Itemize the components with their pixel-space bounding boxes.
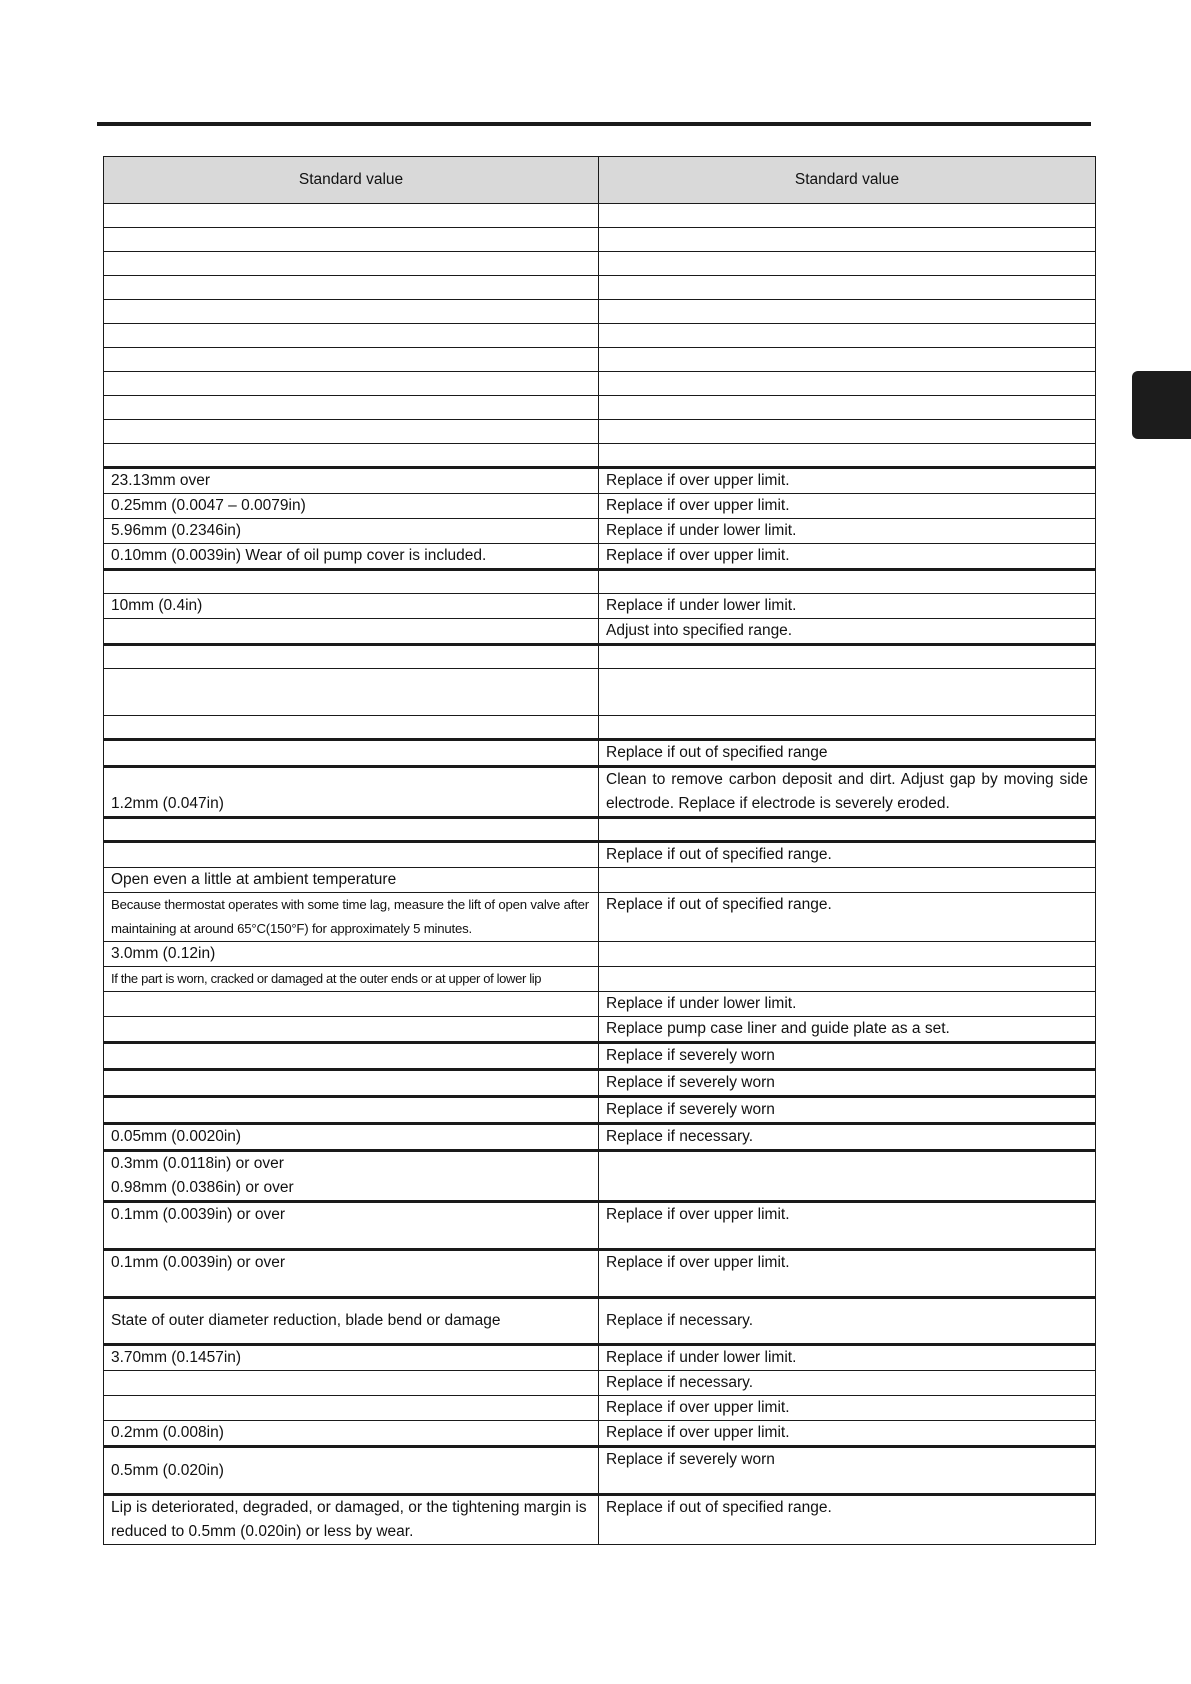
cell-right: Adjust into specified range. — [599, 619, 1096, 645]
table-row — [104, 842, 1096, 868]
table-row — [104, 324, 1096, 348]
table-row — [104, 868, 1096, 893]
header-standard-value-left: Standard value — [104, 157, 599, 204]
cell-left — [104, 1097, 599, 1124]
cell-right: Replace if under lower limit. — [599, 594, 1096, 619]
table-row — [104, 468, 1096, 494]
section-tab-marker — [1132, 371, 1191, 439]
table-row — [104, 1043, 1096, 1070]
table-row — [104, 519, 1096, 544]
table-row — [104, 1495, 1096, 1545]
cell-right: Replace if over upper limit. — [599, 468, 1096, 494]
table-row — [104, 1250, 1096, 1298]
cell-right: Replace if necessary. — [599, 1124, 1096, 1151]
cell-right: Replace if over upper limit. — [599, 494, 1096, 519]
table-row — [104, 494, 1096, 519]
table-row — [104, 204, 1096, 228]
cell-left: Lip is deteriorated, degraded, or damaged, or the tightening margin is reduced to 0.5mm (0.020in) or less by wear. — [104, 1495, 599, 1545]
cell-left — [104, 992, 599, 1017]
cell-right: Replace if severely worn — [599, 1097, 1096, 1124]
cell-left — [104, 396, 599, 420]
cell-left — [104, 1017, 599, 1043]
cell-right — [599, 967, 1096, 992]
table-row — [104, 893, 1096, 942]
table-row — [104, 252, 1096, 276]
cell-right — [599, 420, 1096, 444]
cell-right — [599, 1151, 1096, 1202]
cell-left — [104, 444, 599, 468]
table-row — [104, 967, 1096, 992]
cell-right — [599, 228, 1096, 252]
cell-left — [104, 1070, 599, 1097]
table-row — [104, 1421, 1096, 1447]
table-row — [104, 942, 1096, 967]
table-row — [104, 1447, 1096, 1495]
table-row — [104, 1345, 1096, 1371]
cell-right — [599, 300, 1096, 324]
cell-left — [104, 1043, 599, 1070]
cell-left: Open even a little at ambient temperature — [104, 868, 599, 893]
cell-right: Replace if necessary. — [599, 1371, 1096, 1396]
cell-right — [599, 372, 1096, 396]
table-row — [104, 1124, 1096, 1151]
table-row — [104, 1202, 1096, 1250]
cell-right — [599, 348, 1096, 372]
table-row — [104, 348, 1096, 372]
cell-left — [104, 204, 599, 228]
cell-left: 0.05mm (0.0020in) — [104, 1124, 599, 1151]
cell-left: 5.96mm (0.2346in) — [104, 519, 599, 544]
cell-left — [104, 300, 599, 324]
cell-left — [104, 818, 599, 842]
cell-left-line: 0.98mm (0.0386in) or over — [111, 1179, 294, 1196]
cell-left — [104, 570, 599, 594]
table-row — [104, 992, 1096, 1017]
cell-left — [104, 372, 599, 396]
cell-right — [599, 942, 1096, 967]
cell-right: Replace if out of specified range. — [599, 1495, 1096, 1545]
table-row — [104, 444, 1096, 468]
cell-left — [104, 1151, 599, 1202]
table-row — [104, 716, 1096, 740]
table-row — [104, 740, 1096, 767]
cell-right: Replace if under lower limit. — [599, 992, 1096, 1017]
table-row — [104, 372, 1096, 396]
cell-left: Because thermostat operates with some time lag, measure the lift of open valve after maintaining at around 65°C(150°F) for approximately 5 minutes. — [104, 893, 599, 942]
cell-left: If the part is worn, cracked or damaged at the outer ends or at upper of lower lip — [104, 967, 599, 992]
cell-left: 10mm (0.4in) — [104, 594, 599, 619]
cell-left: 0.10mm (0.0039in) Wear of oil pump cover is included. — [104, 544, 599, 570]
table-row — [104, 276, 1096, 300]
cell-left — [104, 324, 599, 348]
cell-left — [104, 348, 599, 372]
cell-right: Replace if out of specified range. — [599, 842, 1096, 868]
table-row — [104, 645, 1096, 669]
cell-left — [104, 740, 599, 767]
cell-left — [104, 1396, 599, 1421]
cell-right — [599, 396, 1096, 420]
cell-right: Replace if over upper limit. — [599, 1250, 1096, 1298]
cell-right — [599, 645, 1096, 669]
cell-right: Replace if out of specified range. — [599, 893, 1096, 942]
cell-right: Replace if severely worn — [599, 1070, 1096, 1097]
cell-left-line: 0.3mm (0.0118in) or over — [111, 1155, 284, 1172]
cell-left: State of outer diameter reduction, blade bend or damage — [104, 1298, 599, 1345]
cell-left: 0.1mm (0.0039in) or over — [104, 1250, 599, 1298]
cell-right: Replace if under lower limit. — [599, 519, 1096, 544]
header-standard-value-right: Standard value — [599, 157, 1096, 204]
table-row — [104, 1371, 1096, 1396]
table-row — [104, 1151, 1096, 1202]
cell-left: 23.13mm over — [104, 468, 599, 494]
table-row — [104, 420, 1096, 444]
cell-right: Replace if necessary. — [599, 1298, 1096, 1345]
cell-left — [104, 645, 599, 669]
cell-right: Replace if over upper limit. — [599, 544, 1096, 570]
table-row — [104, 669, 1096, 716]
cell-left — [104, 716, 599, 740]
cell-right — [599, 669, 1096, 716]
cell-right: Replace if under lower limit. — [599, 1345, 1096, 1371]
cell-right: Replace if over upper limit. — [599, 1396, 1096, 1421]
cell-left — [104, 252, 599, 276]
cell-left: 0.2mm (0.008in) — [104, 1421, 599, 1447]
cell-left: 1.2mm (0.047in) — [104, 767, 599, 818]
cell-right: Clean to remove carbon deposit and dirt. Adjust gap by moving side electrode. Replace if electrode is severely eroded. — [599, 767, 1096, 818]
table-row — [104, 396, 1096, 420]
cell-left: 0.1mm (0.0039in) or over — [104, 1202, 599, 1250]
cell-right: Replace pump case liner and guide plate as a set. — [599, 1017, 1096, 1043]
cell-right: Replace if severely worn — [599, 1447, 1096, 1495]
cell-right — [599, 868, 1096, 893]
cell-right — [599, 252, 1096, 276]
cell-right: Replace if out of specified range — [599, 740, 1096, 767]
cell-left — [104, 228, 599, 252]
cell-right — [599, 324, 1096, 348]
table-row — [104, 1070, 1096, 1097]
cell-left — [104, 619, 599, 645]
table-row — [104, 767, 1096, 818]
table-row — [104, 544, 1096, 570]
table-row — [104, 619, 1096, 645]
table-row — [104, 300, 1096, 324]
cell-left — [104, 276, 599, 300]
table-header-row — [104, 157, 1096, 204]
spec-table — [103, 156, 1096, 1545]
cell-right — [599, 276, 1096, 300]
cell-right: Replace if over upper limit. — [599, 1421, 1096, 1447]
table-row — [104, 1097, 1096, 1124]
table-row — [104, 570, 1096, 594]
table-row — [104, 594, 1096, 619]
cell-left — [104, 420, 599, 444]
table-row — [104, 228, 1096, 252]
cell-right — [599, 716, 1096, 740]
top-rule — [97, 122, 1091, 126]
cell-right: Replace if over upper limit. — [599, 1202, 1096, 1250]
cell-left — [104, 669, 599, 716]
cell-left — [104, 1371, 599, 1396]
cell-right — [599, 570, 1096, 594]
cell-right: Replace if severely worn — [599, 1043, 1096, 1070]
table-row — [104, 1298, 1096, 1345]
cell-left — [104, 842, 599, 868]
cell-left: 3.0mm (0.12in) — [104, 942, 599, 967]
cell-left: 0.25mm (0.0047 – 0.0079in) — [104, 494, 599, 519]
table-row — [104, 1396, 1096, 1421]
table-row — [104, 1017, 1096, 1043]
cell-left: 3.70mm (0.1457in) — [104, 1345, 599, 1371]
cell-right — [599, 204, 1096, 228]
table-row — [104, 818, 1096, 842]
cell-left: 0.5mm (0.020in) — [104, 1447, 599, 1495]
cell-right — [599, 818, 1096, 842]
cell-right — [599, 444, 1096, 468]
